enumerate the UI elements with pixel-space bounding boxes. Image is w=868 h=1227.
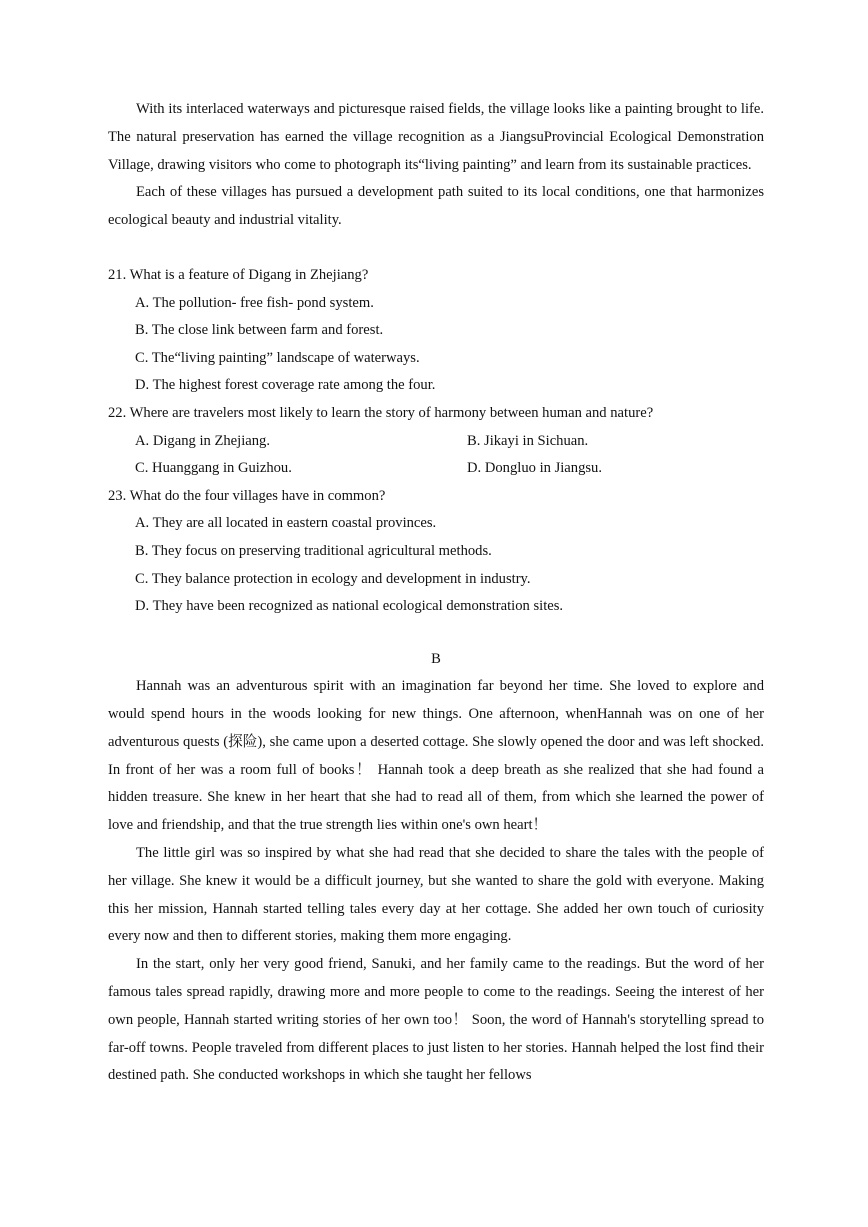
option-a: A. They are all located in eastern coastal provinces. — [135, 515, 437, 532]
question-22 — [108, 400, 764, 483]
question-23 — [108, 483, 764, 621]
option-b: B. The close link between farm and forest. — [135, 322, 384, 339]
option-d: D. They have been recognized as national ecological demonstration sites. — [135, 598, 564, 615]
option-c: C. Huanggang in Guizhou. — [135, 460, 292, 477]
question-21 — [108, 262, 764, 400]
question-stem: 23. What do the four villages have in common? — [108, 487, 386, 504]
option-a: A. Digang in Zhejiang. — [135, 432, 270, 449]
question-stem: 21. What is a feature of Digang in Zhejiang? — [108, 266, 369, 283]
passage-paragraph: Each of these villages has pursued a development path suited to its local conditions, one that harmonizes ecological beauty and industrial vitality. — [108, 184, 764, 229]
option-d: D. The highest forest coverage rate among the four. — [135, 377, 436, 394]
option-c: C. The“living painting” landscape of waterways. — [135, 349, 420, 366]
document-page — [108, 96, 764, 1090]
passage-paragraph: The little girl was so inspired by what she had read that she decided to share the tales with the people of her village. She knew it would be a difficult journey, but she wanted to share the gold with everyone. Making this her mission, Hannah started telling tales every day at her cottage. She added her own touch of curiosity every now and then to different stories, making them more engaging. — [108, 845, 764, 945]
option-b: B. They focus on preserving traditional agricultural methods. — [135, 542, 492, 559]
passage-paragraph: In the start, only her very good friend, Sanuki, and her family came to the readings. But the word of her famous tales spread rapidly, drawing more and more people to come to the readings. Seeing the interest of her own people, Hannah started writing stories of her own too！ Soon, the word of Hannah's storytelling spread to far-off towns. People traveled from different places to just listen to her stories. Hannah helped the lost find their destined path. She conducted workshops in which she taught her fellows — [108, 956, 764, 1084]
passage-paragraph: With its interlaced waterways and picturesque raised fields, the village looks like a painting brought to life. The natural preservation has earned the village recognition as a JiangsuProvincial Ecological Demonstration Village, drawing visitors who come to photograph its“living painting” and learn from its sustainable practices. — [108, 101, 764, 173]
passage-paragraph: Hannah was an adventurous spirit with an imagination far beyond her time. She loved to explore and would spend hours in the woods looking for new things. One afternoon, whenHannah was on one of her adventurous quests (探险), she came upon a deserted cottage. She slowly opened the door and was left shocked. In front of her was a room full of books！ Hannah took a deep breath as she realized that she had found a hidden treasure. She knew in her heart that she had to read all of them, from which she learned the power of love and friendship, and that the true strength lies within one's own heart！ — [108, 678, 764, 834]
option-d: D. Dongluo in Jiangsu. — [467, 460, 602, 477]
section-title: B — [431, 650, 441, 667]
question-stem: 22. Where are travelers most likely to learn the story of harmony between human and nature? — [108, 404, 654, 421]
option-a: A. The pollution- free fish- pond system. — [135, 294, 374, 311]
option-c: C. They balance protection in ecology and development in industry. — [135, 570, 531, 587]
option-b: B. Jikayi in Sichuan. — [467, 432, 589, 449]
